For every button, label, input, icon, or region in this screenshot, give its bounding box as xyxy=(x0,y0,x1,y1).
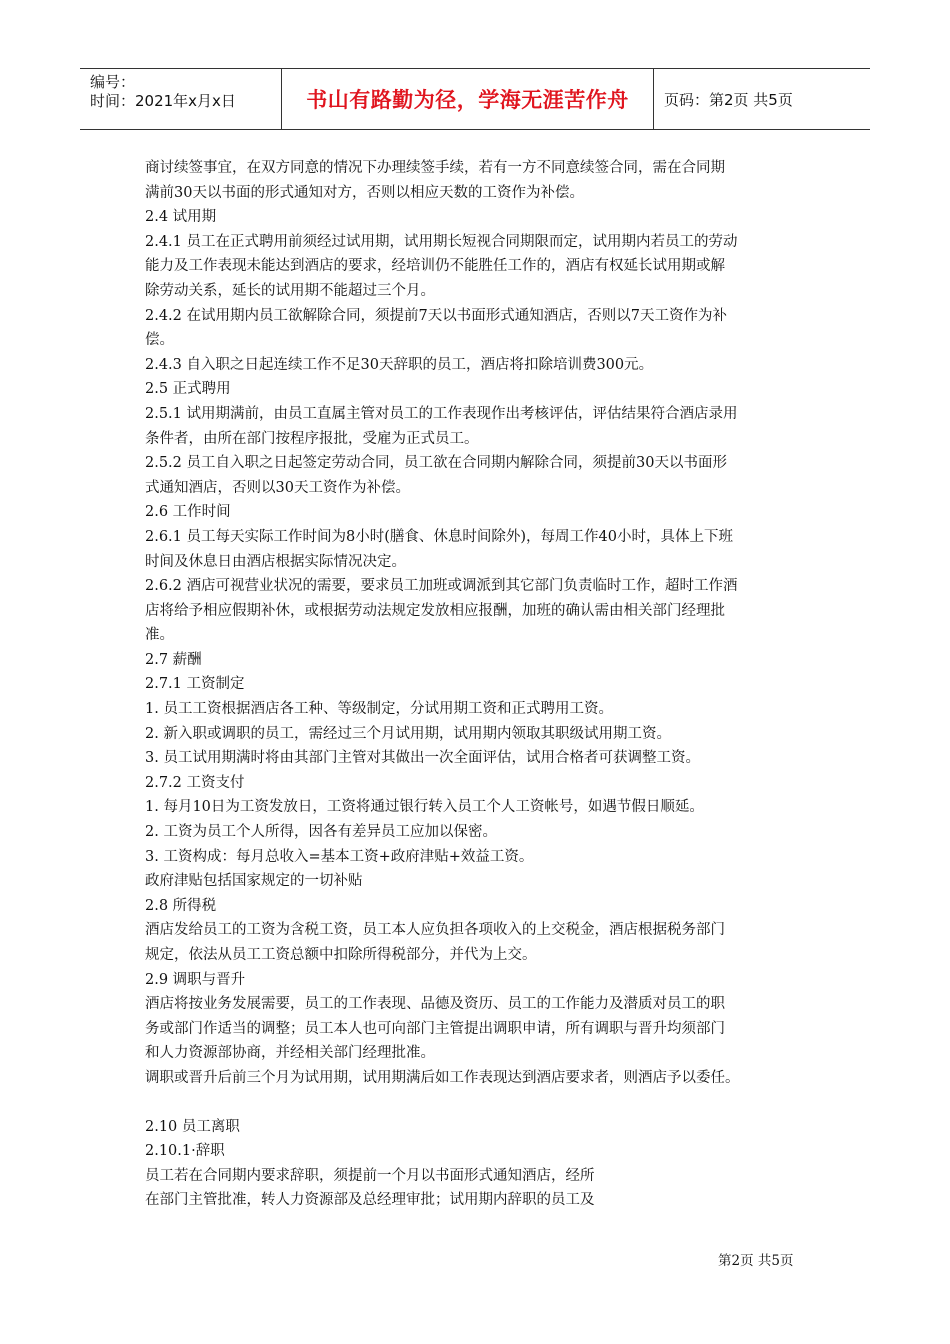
body-text-line: 偿。 xyxy=(145,332,174,349)
body-section-main xyxy=(145,156,825,1091)
document-number-label: 编号： xyxy=(90,73,136,91)
body-text-line: 2.5.2 员工自入职之日起签定劳动合同，员工欲在合同期内解除合同，须提前30天以书面形 xyxy=(145,455,727,472)
body-text-line: 在部门主管批准，转人力资源部及总经理审批；试用期内辞职的员工及 xyxy=(145,1192,595,1209)
header-motto: 书山有路勤为径，学海无涯苦作舟 xyxy=(282,69,654,129)
body-text-line: 2.6.1 员工每天实际工作时间为8小时(膳食、休息时间除外)，每周工作40小时，具体上下班 xyxy=(145,528,733,545)
paragraph-gap xyxy=(145,1091,825,1115)
header-meta xyxy=(80,69,282,129)
body-text-line: 政府津贴包括国家规定的一切补贴 xyxy=(145,873,363,890)
document-date-label: 时间：2021年x月x日 xyxy=(90,92,236,110)
body-text-line: 2.10 员工离职 xyxy=(145,1118,240,1135)
body-text-line: 2.8 所得税 xyxy=(145,897,217,914)
body-text-line: 满前30天以书面的形式通知对方，否则以相应天数的工资作为补偿。 xyxy=(145,184,584,201)
body-text-line: 2.7.1 工资制定 xyxy=(145,676,245,693)
body-text-line: 酒店发给员工的工资为含税工资，员工本人应负担各项收入的上交税金，酒店根据税务部门 xyxy=(145,922,725,939)
page-footer: 第2页 共5页 xyxy=(718,1253,794,1269)
body-text-line: 条件者，由所在部门按程序报批，受雇为正式员工。 xyxy=(145,430,479,447)
body-text-line: 时间及休息日由酒店根据实际情况决定。 xyxy=(145,553,406,570)
body-text-line: 能力及工作表现未能达到酒店的要求，经培训仍不能胜任工作的，酒店有权延长试用期或解 xyxy=(145,258,725,275)
body-text-line: 1. 每月10日为工资发放日，工资将通过银行转入员工个人工资帐号，如遇节假日顺延。 xyxy=(145,799,704,816)
body-section-resignation xyxy=(145,1115,825,1213)
body-text-line: 规定，依法从员工工资总额中扣除所得税部分，并代为上交。 xyxy=(145,947,537,963)
body-text-line: 3. 工资构成：每月总收入=基本工资+政府津贴+效益工资。 xyxy=(145,848,534,865)
body-text-line: 2.4.1 员工在正式聘用前须经过试用期，试用期长短视合同期限而定，试用期内若员工的劳动 xyxy=(145,233,738,250)
body-text-line: 2. 新入职或调职的员工，需经过三个月试用期，试用期内领取其职级试用期工资。 xyxy=(145,725,671,742)
body-text-line: 2.5 正式聘用 xyxy=(145,381,231,398)
body-text-line: 2.9 调职与晋升 xyxy=(145,971,246,988)
page-header xyxy=(80,68,870,130)
body-text-line: 2.7.2 工资支付 xyxy=(145,774,245,791)
body-text-line: 2.6.2 酒店可视营业状况的需要，要求员工加班或调派到其它部门负责临时工作，超时工作酒 xyxy=(145,578,738,595)
body-text-line: 除劳动关系，延长的试用期不能超过三个月。 xyxy=(145,282,435,299)
body-text-line: 务或部门作适当的调整；员工本人也可向部门主管提出调职申请，所有调职与晋升均须部门 xyxy=(145,1020,725,1037)
body-text-line: 调职或晋升后前三个月为试用期，试用期满后如工作表现达到酒店要求者，则酒店予以委任。 xyxy=(145,1069,740,1086)
document-body xyxy=(145,156,825,1213)
body-text-line: 2.10.1·辞职 xyxy=(145,1143,225,1160)
body-text-line: 准。 xyxy=(145,627,174,644)
body-text-line: 2.4.2 在试用期内员工欲解除合同，须提前7天以书面形式通知酒店，否则以7天工资作为补 xyxy=(145,307,727,324)
body-text-line: 2.5.1 试用期满前，由员工直属主管对员工的工作表现作出考核评估，评估结果符合酒店录用 xyxy=(145,405,738,422)
body-text-line: 员工若在合同期内要求辞职，须提前一个月以书面形式通知酒店，经所 xyxy=(145,1167,595,1184)
body-text-line: 1. 员工工资根据酒店各工种、等级制定，分试用期工资和正式聘用工资。 xyxy=(145,701,613,718)
body-text-line: 2.4 试用期 xyxy=(145,209,217,226)
body-text-line: 店将给予相应假期补休，或根据劳动法规定发放相应报酬，加班的确认需由相关部门经理批 xyxy=(145,602,725,619)
body-text-line: 3. 员工试用期满时将由其部门主管对其做出一次全面评估，试用合格者可获调整工资。 xyxy=(145,750,700,767)
body-text-line: 2.7 薪酬 xyxy=(145,651,202,668)
body-text-line: 2.4.3 自入职之日起连续工作不足30天辞职的员工，酒店将扣除培训费300元。 xyxy=(145,356,654,373)
body-text-line: 和人力资源部协商，并经相关部门经理批准。 xyxy=(145,1045,435,1062)
body-text-line: 2. 工资为员工个人所得，因各有差异员工应加以保密。 xyxy=(145,824,497,841)
body-text-line: 2.6 工作时间 xyxy=(145,504,231,521)
body-text-line: 商讨续签事宜，在双方同意的情况下办理续签手续，若有一方不同意续签合同，需在合同期 xyxy=(145,160,725,176)
body-text-line: 酒店将按业务发展需要，员工的工作表现、品德及资历、员工的工作能力及潜质对员工的职 xyxy=(145,996,725,1013)
header-page-number: 页码：第2页 共5页 xyxy=(664,90,793,109)
body-text-line: 式通知酒店，否则以30天工资作为补偿。 xyxy=(145,479,410,496)
